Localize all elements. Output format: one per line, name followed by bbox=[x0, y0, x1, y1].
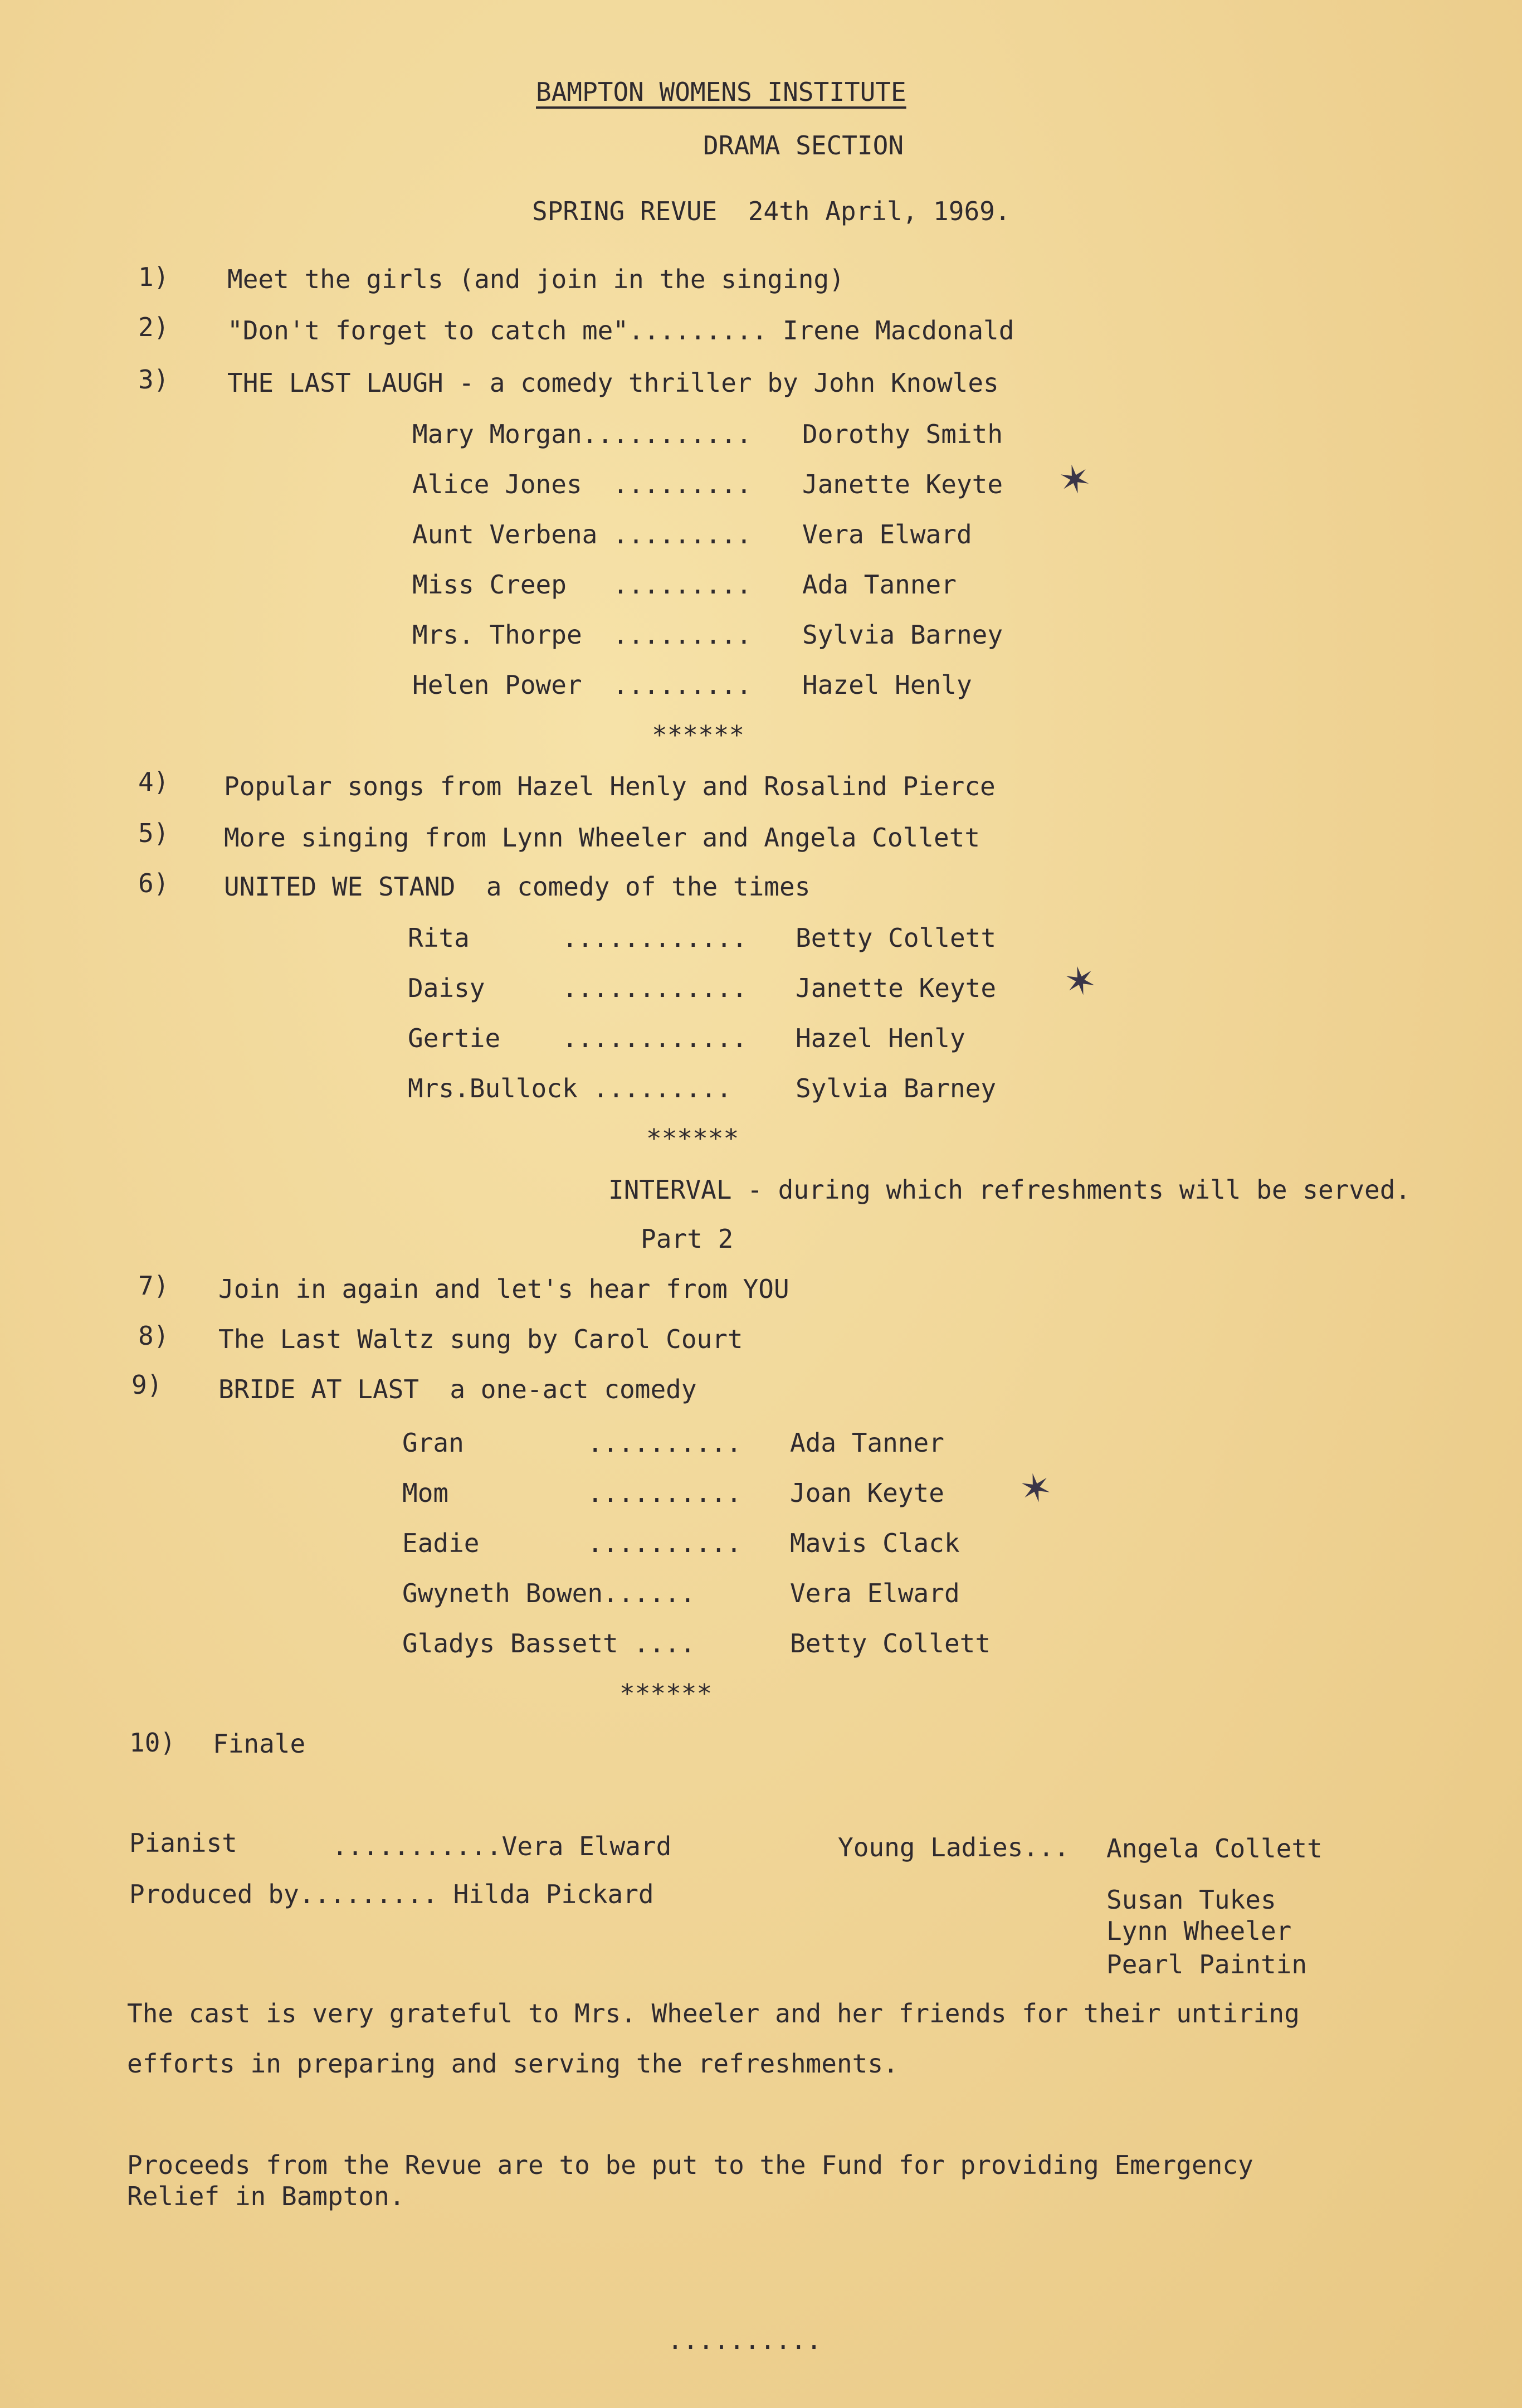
item-text: THE LAST LAUGH - a comedy thriller by John Knowles bbox=[227, 368, 999, 398]
cast-actor: Vera Elward bbox=[790, 1578, 960, 1608]
separator-stars: ****** bbox=[646, 1123, 739, 1154]
item-num: 4) bbox=[138, 767, 169, 797]
young-ladies-label: Young Ladies... bbox=[838, 1832, 1070, 1862]
pianist-label: Pianist bbox=[129, 1828, 237, 1858]
young-lady: Lynn Wheeler bbox=[1106, 1916, 1292, 1946]
cast-role: Gladys Bassett .... bbox=[402, 1628, 696, 1658]
proceeds-line: Relief in Bampton. bbox=[127, 2181, 405, 2211]
item-text: Meet the girls (and join in the singing) bbox=[227, 264, 845, 294]
cast-actor: Janette Keyte bbox=[802, 469, 1003, 499]
part-heading: Part 2 bbox=[641, 1224, 734, 1254]
cast-actor: Betty Collett bbox=[790, 1628, 991, 1658]
thanks-line: efforts in preparing and serving the refreshments. bbox=[127, 2049, 899, 2079]
event-title: SPRING REVUE 24th April, 1969. bbox=[532, 196, 1011, 226]
separator-stars: ****** bbox=[652, 720, 745, 750]
item-num: 9) bbox=[131, 1370, 163, 1400]
cast-actor: Vera Elward bbox=[802, 519, 972, 549]
cast-actor: Ada Tanner bbox=[802, 570, 957, 600]
pen-mark-icon: ✶ bbox=[1060, 955, 1101, 1008]
pianist-name: ...........Vera Elward bbox=[332, 1831, 672, 1861]
item-num: 5) bbox=[138, 818, 169, 848]
cast-role: Alice Jones ......... bbox=[412, 469, 752, 499]
cast-role: Gwyneth Bowen...... bbox=[402, 1578, 696, 1608]
cast-role: Gran .......... bbox=[402, 1428, 742, 1458]
cast-actor: Hazel Henly bbox=[802, 670, 972, 700]
item-text: BRIDE AT LAST a one-act comedy bbox=[218, 1374, 697, 1404]
thanks-line: The cast is very grateful to Mrs. Wheeler and her friends for their untiring bbox=[127, 1998, 1300, 2028]
item-text: Join in again and let's hear from YOU bbox=[218, 1274, 789, 1304]
cast-actor: Sylvia Barney bbox=[802, 620, 1003, 650]
cast-role: Miss Creep ......... bbox=[412, 570, 752, 600]
item-num: 1) bbox=[138, 262, 169, 292]
item-text: "Don't forget to catch me"......... Irene Macdonald bbox=[227, 315, 1014, 346]
cast-role: Mom .......... bbox=[402, 1478, 742, 1508]
item-text: More singing from Lynn Wheeler and Angela Collett bbox=[224, 823, 980, 853]
section-title: DRAMA SECTION bbox=[703, 130, 904, 160]
cast-role: Mrs.Bullock ......... bbox=[408, 1073, 732, 1103]
item-text: The Last Waltz sung by Carol Court bbox=[218, 1324, 743, 1354]
org-title: BAMPTON WOMENS INSTITUTE bbox=[536, 77, 906, 107]
item-num: 10) bbox=[129, 1728, 176, 1758]
cast-role: Mary Morgan........... bbox=[412, 419, 752, 449]
cast-role: Rita ............ bbox=[408, 923, 748, 953]
cast-actor: Dorothy Smith bbox=[802, 419, 1003, 449]
proceeds-line: Proceeds from the Revue are to be put to the Fund for providing Emergency bbox=[127, 2150, 1253, 2180]
cast-role: Aunt Verbena ......... bbox=[412, 519, 752, 549]
cast-role: Gertie ............ bbox=[408, 1023, 748, 1053]
item-num: 8) bbox=[138, 1321, 169, 1351]
item-text: Finale bbox=[213, 1729, 306, 1759]
cast-actor: Mavis Clack bbox=[790, 1528, 960, 1558]
cast-actor: Janette Keyte bbox=[796, 973, 997, 1003]
item-num: 6) bbox=[138, 868, 169, 898]
cast-actor: Hazel Henly bbox=[796, 1023, 965, 1053]
cast-actor: Sylvia Barney bbox=[796, 1073, 997, 1103]
item-num: 2) bbox=[138, 312, 169, 342]
cast-actor: Ada Tanner bbox=[790, 1428, 944, 1458]
item-text: UNITED WE STAND a comedy of the times bbox=[224, 872, 811, 902]
interval-text: INTERVAL - during which refreshments will be served. bbox=[608, 1175, 1411, 1205]
young-lady: Angela Collett bbox=[1106, 1833, 1323, 1864]
cast-actor: Betty Collett bbox=[796, 923, 997, 953]
cast-actor: Joan Keyte bbox=[790, 1478, 944, 1508]
young-lady: Susan Tukes bbox=[1106, 1885, 1276, 1915]
young-lady: Pearl Paintin bbox=[1106, 1949, 1308, 1979]
cast-role: Eadie .......... bbox=[402, 1528, 742, 1558]
pen-mark-icon: ✶ bbox=[1015, 1462, 1057, 1515]
item-num: 7) bbox=[138, 1271, 169, 1301]
cast-role: Helen Power ......... bbox=[412, 670, 752, 700]
separator-stars: ****** bbox=[619, 1679, 713, 1709]
cast-role: Daisy ............ bbox=[408, 973, 748, 1003]
cast-role: Mrs. Thorpe ......... bbox=[412, 620, 752, 650]
item-num: 3) bbox=[138, 364, 169, 395]
item-text: Popular songs from Hazel Henly and Rosalind Pierce bbox=[224, 771, 996, 801]
pen-mark-icon: ✶ bbox=[1054, 454, 1096, 506]
footer-dots: .......... bbox=[667, 2325, 822, 2355]
producer-line: Produced by......... Hilda Pickard bbox=[129, 1879, 654, 1909]
